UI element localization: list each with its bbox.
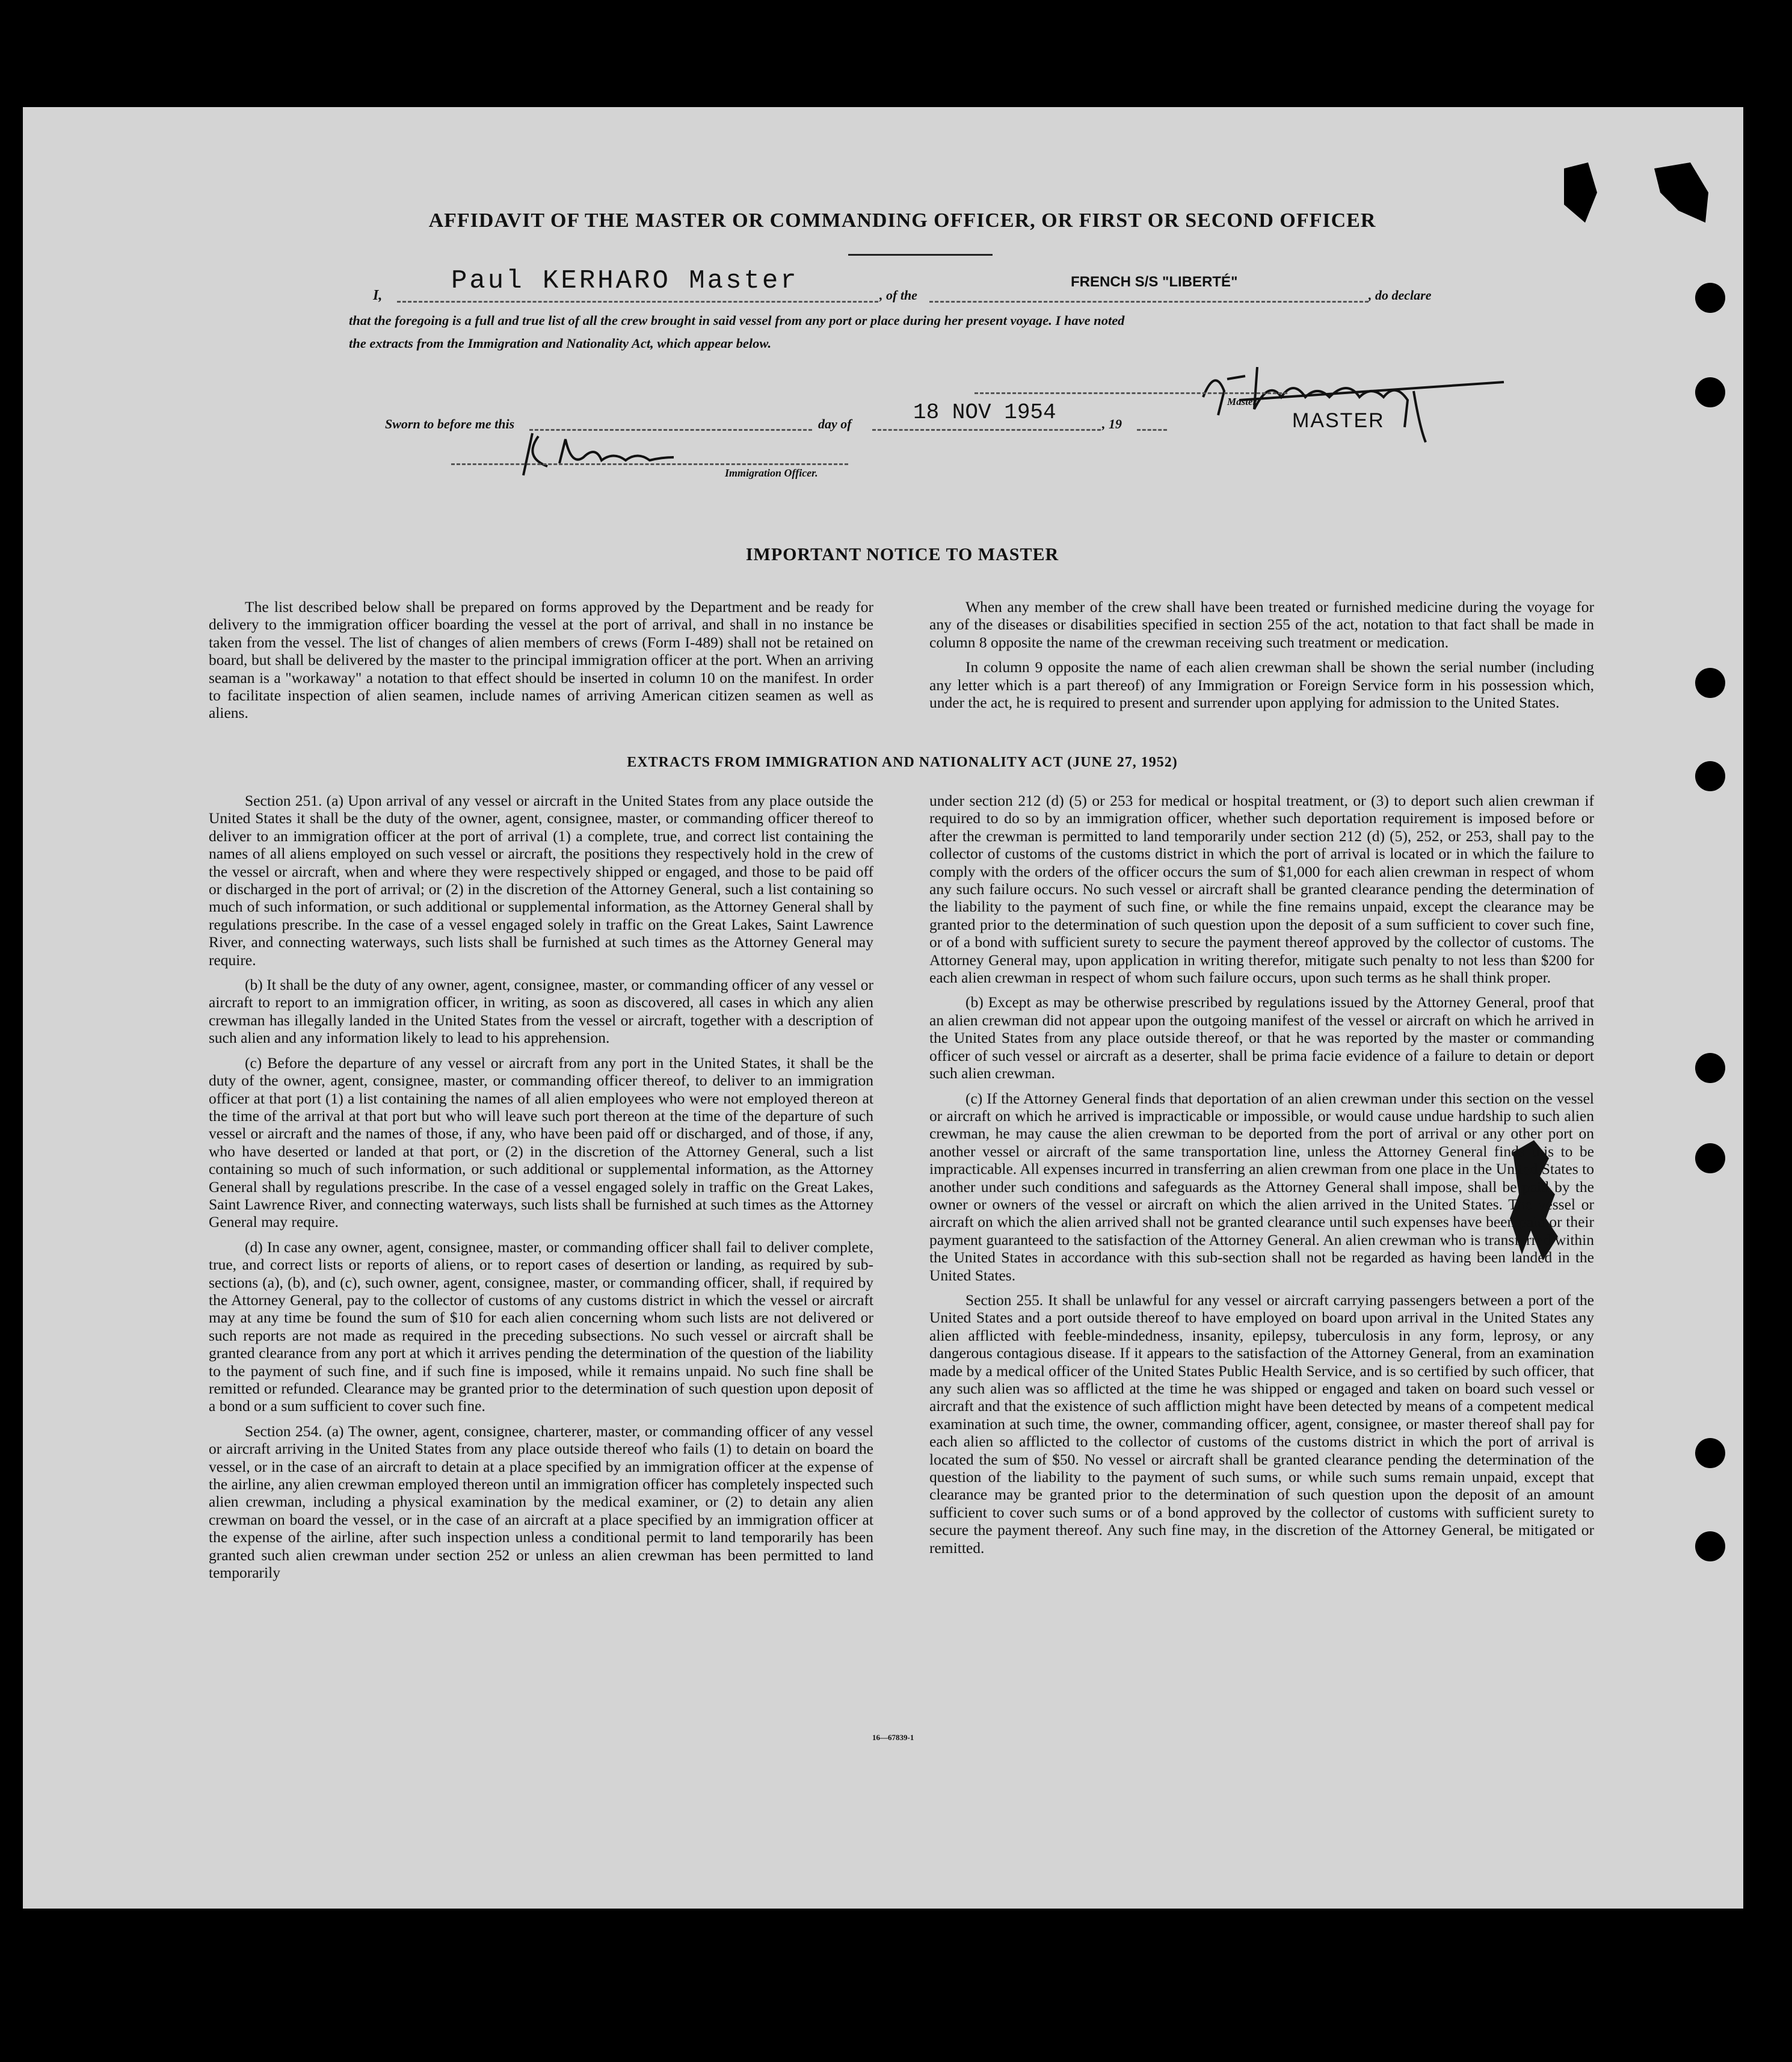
section-paragraph: (c) Before the departure of any vessel or aircraft from any port in the United States, it shall be the duty of the owner, agent, consignee, master, or commanding officer thereof, to deliver to an immigration officer at that port (1) a list containing the names of all alien employees who were not employed thereon at the time of the arrival at that port but who will leave such port thereon at the time of the departure of such vessel or aircraft and the names of those, if any, who have been paid off or discharged, and of those, if any, who have deserted or landed at that port, or (2) in the discretion of the Attorney General, such a list containing so much of such information, or such additional or supplemental information, as the Attorney General shall by regulations prescribe. In the case of a vessel engaged solely in traffic on the Great Lakes, Saint Lawrence River, and connecting waterways, such lists shall be furnished at such times as the Attorney General may require. [209,1054,873,1231]
section-paragraph: Section 255. It shall be unlawful for any vessel or aircraft carrying passengers between a port of the United States and a port outside thereof to have employed on board upon arrival in the United States any alien afflicted with feeble-mindedness, insanity, epilepsy, tuberculosis in any form, leprosy, or any dangerous contagious disease. If it appears to the satisfaction of the Attorney General, from an examination made by a medical officer of the United States Public Health Service, and is so certified by such officer, that any such alien was so afflicted at the time he was shipped or engaged and taken on board such vessel or aircraft and that the existence of such affliction might have been detected by means of a competent medical examination at such time, the owner, commanding officer, agent, consignee, or master thereof shall pay for each alien so afflicted to the collector of customs of the customs district in which the port of arrival is located the sum of $50. No vessel or aircraft shall be granted clearance pending the determination of the question of the liability to the payment of such sums, or while such sums remain unpaid, except that clearance may be granted prior to the determination of such question upon the deposit of an amount sufficient to cover such sums or of a bond approved by the collector of customs with sufficient surety to secure the payment thereof. Any such fine may, in the discretion of the Attorney General, be mitigated or remitted. [929,1291,1594,1557]
master-stamp: MASTER [1292,409,1385,432]
officer-signature [511,409,692,481]
extracts-right-column [929,792,1594,1564]
lead-i: I, [373,288,383,303]
officer-line [451,463,848,465]
notice-right-column [929,598,1594,718]
master-signature-line [975,392,1287,394]
punch-hole [1695,1143,1725,1173]
paper-tear [1552,156,1732,241]
punch-hole [1695,1438,1725,1468]
year-label: , 19 [1102,416,1122,431]
notice-title: IMPORTANT NOTICE TO MASTER [745,545,1059,564]
notice-paragraph: When any member of the crew shall have been treated or furnished medicine during the voyage for any of the diseases or disabilities specified in section 255 of the act, notation to that fact shall be made in column 8 opposite the name of the crewman receiving such treatment or medication. [929,598,1594,651]
affidavit-title: AFFIDAVIT OF THE MASTER OR COMMANDING OFFICER, OR FIRST OR SECOND OFFICER [428,209,1376,232]
section-paragraph: (c) If the Attorney General finds that deportation of an alien crewman under this section on the vessel or aircraft on which he arrived is impracticable or impossible, or would cause undue hardship to such alien crewman, he may cause the alien crewman to be deported from the port of arrival or any other port on another vessel or aircraft of the same transportation line, unless the Attorney General finds this to be impracticable. All expenses incurred in transferring an alien crewman from one place in the United States to another under such conditions and safeguards as the Attorney General shall impose, shall be paid by the owner or owners of the vessel or aircraft on which the alien arrived in the United States. The vessel or aircraft on which the alien arrived shall not be granted clearance until such expenses have been paid or their payment guaranteed to the satisfaction of the Attorney General. An alien crewman who is transferred within the United States in accordance with this sub-section shall not be regarded as having been landed in the United States. [929,1089,1594,1284]
year-line [1137,429,1167,431]
punch-hole [1695,377,1725,407]
punch-hole [1695,283,1725,313]
of-the-label: , of the [879,288,917,303]
name-line [397,301,878,303]
sworn-date: 18 NOV 1954 [913,400,1056,425]
section-paragraph: (d) In case any owner, agent, consignee, master, or commanding officer shall fail to deliver complete, true, and correct lists or reports of aliens, or to report cases of desertion or landing, as required by sub-sections (a), (b), and (c), such owner, agent, consignee, master, or commanding officer, shall, if required by the Attorney General, pay to the collector of customs of any customs district in which the vessel or aircraft may at any time be found the sum of $10 for each alien concerning whom such lists are not delivered or such reports are not made as required in the preceding subsections. No such vessel or aircraft shall be granted clearance from any port at which it arrives pending the determination of the question of the liability to the payment of such fine, and if such fine is imposed, while it remains unpaid. No such fine shall be remitted or refunded. Clearance may be granted prior to the determination of such question upon deposit of a bond or a sum sufficient to cover such fine. [209,1238,873,1415]
notice-left-column [209,598,873,729]
section-paragraph: Section 254. (a) The owner, agent, consignee, charterer, master, or commanding officer of any vessel or aircraft arriving in the United States from any place outside thereof who fails (1) to detain on board the vessel, or in the case of an aircraft to detain at a place specified by an immigration officer at the expense of the airline, any alien crewman employed thereon until an immigration officer has completely inspected such alien crewman, including a physical examination by the medical examiner, or (2) to detain any alien crewman on board the vessel, or in the case of an aircraft at a place specified by an immigration officer at the expense of the airline, after such inspection unless a conditional permit to land temporarily has been granted such alien crewman under section 252 or unless an alien crewman has been permitted to land temporarily [209,1422,873,1582]
section-paragraph: (b) Except as may be otherwise prescribed by regulations issued by the Attorney General, proof that an alien crewman did not appear upon the outgoing manifest of the vessel or aircraft on which he arrived in the United States from any place outside thereof, or that he was reported by the master or commanding officer of such vessel or aircraft as a deserter, shall be prima facie evidence of a failure to detain or deport such alien crewman. [929,993,1594,1082]
section-paragraph: (b) It shall be the duty of any owner, agent, consignee, master, or commanding officer of any vessel or aircraft to report to an immigration officer, in writing, as soon as discovered, all cases in which any alien crewman has illegally landed in the United States from the vessel or aircraft, together with a description of such alien and any information likely to lead to his apprehension. [209,976,873,1047]
section-paragraph: Section 251. (a) Upon arrival of any vessel or aircraft in the United States from any place outside the United States it shall be the duty of the owner, agent, consignee, master, or commanding officer thereof to deliver to an immigration officer at the port of arrival (1) a complete, true, and correct list containing the names of all aliens employed on such vessel or aircraft, the positions they respectively hold in the crew of the vessel or aircraft, when and where they were respectively shipped or engaged, and those to be paid off or discharged in the port of arrival; or (2) in the discretion of the Attorney General, such a list containing so much of such information, or such additional or supplemental information, as the Attorney General shall by regulations prescribe. In the case of a vessel engaged solely in traffic on the Great Lakes, Saint Lawrence River, and connecting waterways, such lists shall be furnished at such times as the Attorney General may require. [209,792,873,969]
master-label: Master, [1227,396,1259,407]
extracts-left-column [209,792,873,1588]
day-of-label: day of [818,416,852,431]
vessel-line [929,301,1369,303]
section-paragraph: under section 212 (d) (5) or 253 for medical or hospital treatment, or (3) to deport such alien crewman if required to do so by an immigration officer, whether such deportation requirement is imposed before or after the crewman is permitted to land temporarily under section 212 (d) (5), 252, or 253, shall pay to the collector of customs of the customs district in which the port of arrival is located or in which the failure to comply with the orders of the officer occurs the sum of $1,000 for each alien crewman in respect of whom any such failure occurs. No such vessel or aircraft shall be granted clearance pending the determination of the liability to the payment of such fine, or while the fine remains unpaid, except the clearance may be granted prior to the determination of such question upon the deposit of a sum sufficient to cover such fine, or of a bond with sufficient surety to secure the payment thereof approved by the collector of customs. The Attorney General may, upon application in writing therefor, mitigate such penalty to not less than $200 for each alien crewman in respect of whom such failure occurs, upon such terms as he shall think proper. [929,792,1594,987]
print-code: 16—67839-1 [872,1733,914,1742]
master-name: Paul KERHARO Master [451,266,799,296]
date-line [872,429,1101,431]
punch-hole [1695,1053,1725,1083]
statement-line-2: the extracts from the Immigration and Nationality Act, which appear below. [349,336,772,351]
punch-hole [1695,668,1725,698]
punch-hole [1695,761,1725,791]
immigration-officer-label: Immigration Officer. [725,467,818,479]
punch-hole [1695,1531,1725,1561]
title-rule [848,254,993,256]
notice-paragraph: In column 9 opposite the name of each alien crewman shall be shown the serial number (including any letter which is a part thereof) of any Immigration or Foreign Service form in his possession which, under the act, he is required to present and surrender upon applying for admission to the United States. [929,658,1594,712]
statement-line-1: that the foregoing is a full and true list of all the crew brought in said vessel from any port or place during her present voyage. I have noted [349,313,1125,328]
vessel-name: FRENCH S/S "LIBERTÉ" [1071,274,1238,290]
notice-paragraph: The list described below shall be prepared on forms approved by the Department and be ready for delivery to the immigration officer boarding the vessel at the port of arrival, and shall in no instance be taken from the vessel. The list of changes of alien members of crews (Form I-489) shall not be retained on board, but shall be delivered by the master to the principal immigration officer at the port. When an arriving seaman is a "workaway" a notation to that effect should be inserted in column 10 on the manifest. In order to facilitate inspection of alien seamen, include names of arriving American citizen seamen as well as aliens. [209,598,873,722]
sworn-label: Sworn to before me this [385,416,515,431]
do-declare-label: , do declare [1369,288,1432,303]
extracts-title: EXTRACTS FROM IMMIGRATION AND NATIONALITY ACT (JUNE 27, 1952) [627,755,1178,770]
